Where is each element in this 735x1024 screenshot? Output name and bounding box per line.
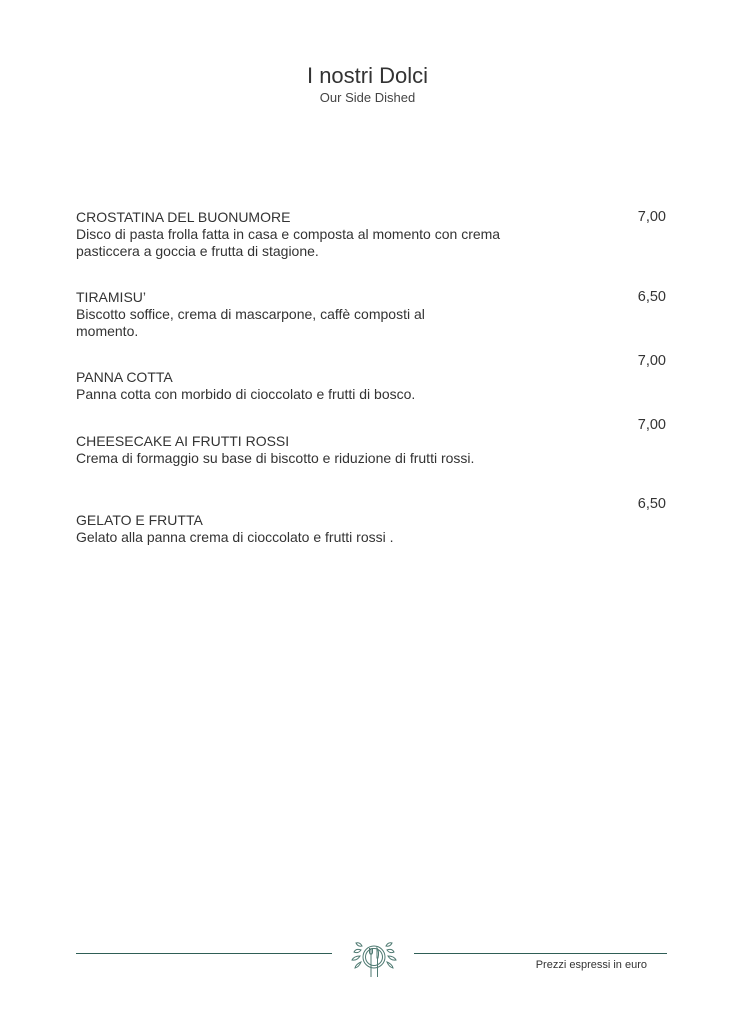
menu-item-price: 7,00 <box>637 209 666 225</box>
page-title: I nostri Dolci <box>306 63 429 88</box>
menu-item-price: 7,00 <box>637 417 666 433</box>
menu-item-price: 6,50 <box>637 496 666 512</box>
menu-item-name: PANNA COTTA <box>76 369 173 385</box>
footer-divider-left <box>76 953 332 954</box>
page-subtitle: Our Side Dished <box>319 90 416 105</box>
menu-item-price: 7,00 <box>637 353 666 369</box>
menu-item-description: Gelato alla panna crema di cioccolato e frutti rossi . <box>76 529 394 545</box>
plate-fork-knife-icon <box>342 936 406 982</box>
menu-item-description: Biscotto soffice, crema di mascarpone, caffè composti al momento. <box>76 306 425 339</box>
menu-item-name: GELATO E FRUTTA <box>76 512 203 528</box>
menu-item-description: Crema di formaggio su base di biscotto e riduzione di frutti rossi. <box>76 450 475 466</box>
menu-item-description: Disco di pasta frolla fatta in casa e composta al momento con crema pasticcera a goccia e frutta di stagione. <box>76 226 501 259</box>
menu-header <box>0 62 735 106</box>
menu-item-name: CROSTATINA DEL BUONUMORE <box>76 209 291 225</box>
menu-item-description: Panna cotta con morbido di cioccolato e frutti di bosco. <box>76 386 416 402</box>
menu-item-name: TIRAMISU’ <box>76 289 146 305</box>
footer-divider-right <box>414 953 667 954</box>
footer-note: Prezzi espressi in euro <box>535 959 647 971</box>
menu-item-name: CHEESECAKE AI FRUTTI ROSSI <box>76 433 290 449</box>
menu-item-price: 6,50 <box>637 289 666 305</box>
